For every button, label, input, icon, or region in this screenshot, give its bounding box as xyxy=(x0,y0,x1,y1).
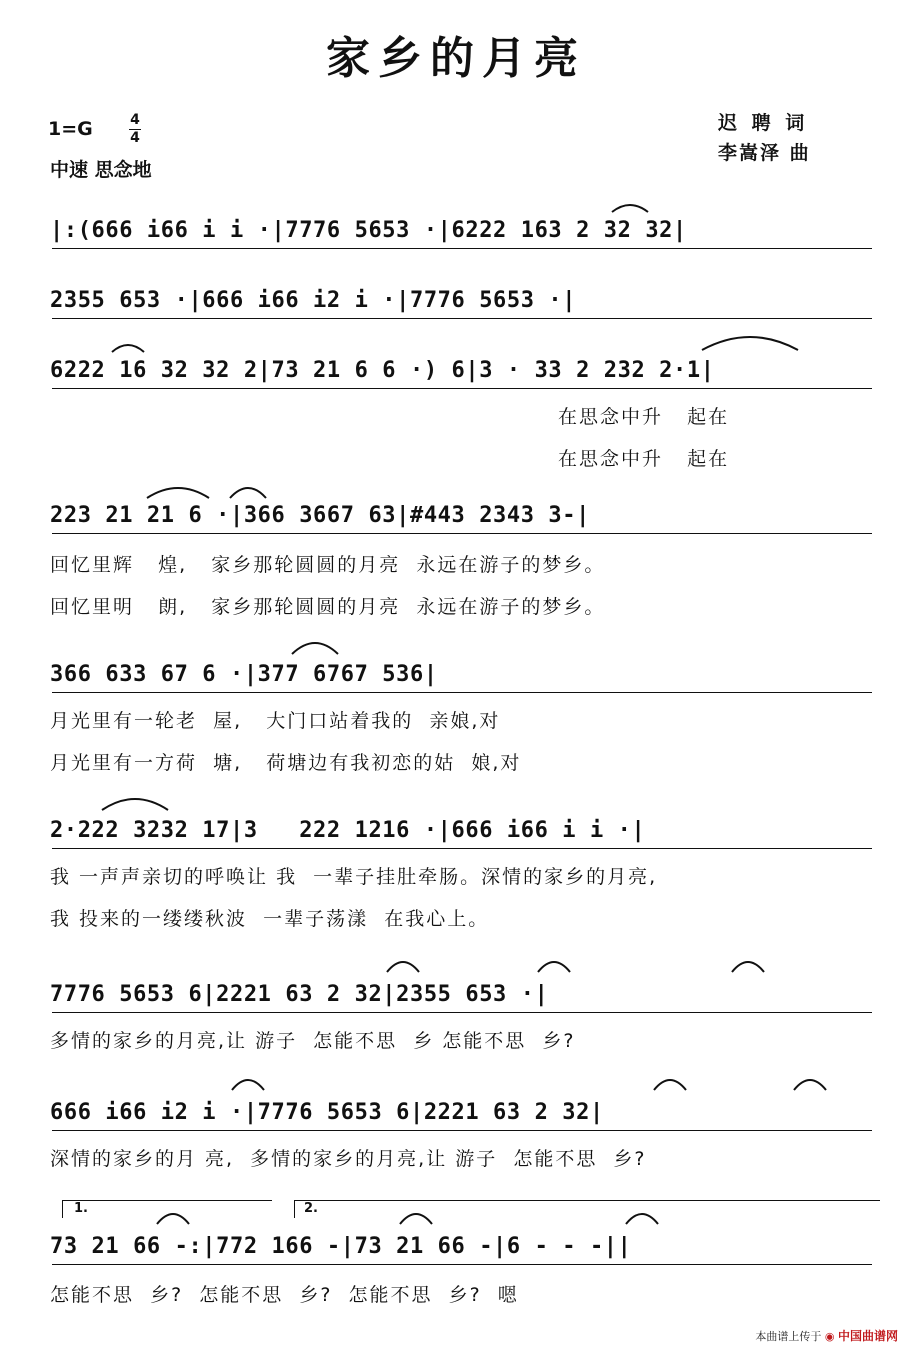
volta-first-label: 1. xyxy=(74,1201,88,1216)
lyrics-line: 多情的家乡的月亮,让 游子 怎能不思 乡 怎能不思 乡? xyxy=(50,1030,576,1052)
score-line-4: 223 21 21 6 ·|366 3667 63|#443 2343 3-| xyxy=(50,503,590,528)
lyrics-line: 回忆里明 朗, 家乡那轮圆圆的月亮 永远在游子的梦乡。 xyxy=(50,596,606,618)
slur-mark xyxy=(792,1074,828,1092)
volta-second-label: 2. xyxy=(304,1201,318,1216)
slur-mark xyxy=(624,1208,660,1226)
song-title: 家乡的月亮 xyxy=(326,33,586,84)
slur-mark xyxy=(230,1074,266,1092)
underline-beam xyxy=(52,318,872,319)
lyricist-credit: 迟 聘 词 xyxy=(718,112,809,134)
underline-beam xyxy=(52,848,872,849)
slur-mark xyxy=(536,956,572,974)
slur-mark xyxy=(155,1208,191,1226)
tempo-marking: 中速 思念地 xyxy=(50,159,152,181)
footer-brand[interactable]: 中国曲谱网 xyxy=(837,1329,898,1343)
underline-beam xyxy=(52,388,872,389)
triplet-slur xyxy=(100,792,170,812)
slur-mark xyxy=(652,1074,688,1092)
underline-beam xyxy=(52,692,872,693)
score-line-9: 73 21 66 -:|772 166 -|73 21 66 -|6 - - -|| xyxy=(50,1234,632,1259)
key-signature: 1=G xyxy=(48,118,93,140)
score-line-5: 366 633 67 6 ·|377 6767 536| xyxy=(50,662,438,687)
lyrics-line: 在思念中升 起在 xyxy=(558,448,730,470)
lyrics-line: 在思念中升 起在 xyxy=(558,406,730,428)
composer-credit: 李嵩泽 曲 xyxy=(718,142,811,164)
site-logo-icon: ◉ xyxy=(824,1330,835,1343)
score-line-2: 2355 653 ·|666 i66 i2 i ·|7776 5653 ·| xyxy=(50,288,577,313)
time-signature-bottom: 4 xyxy=(130,130,140,146)
time-signature xyxy=(128,112,142,147)
underline-beam xyxy=(52,248,872,249)
underline-beam xyxy=(52,533,872,534)
time-signature-top: 4 xyxy=(130,112,140,128)
lyrics-line: 回忆里辉 煌, 家乡那轮圆圆的月亮 永远在游子的梦乡。 xyxy=(50,554,606,576)
underline-beam xyxy=(52,1130,872,1131)
lyrics-line: 深情的家乡的月 亮, 多情的家乡的月亮,让 游子 怎能不思 乡? xyxy=(50,1148,647,1170)
slur-mark xyxy=(385,956,421,974)
lyrics-line: 怎能不思 乡? 怎能不思 乡? 怎能不思 乡? 嗯 xyxy=(50,1284,519,1306)
lyrics-line: 月光里有一方荷 塘, 荷塘边有我初恋的姑 娘,对 xyxy=(50,752,522,774)
footer-credit xyxy=(755,1327,898,1344)
slur-mark xyxy=(700,330,800,352)
lyrics-line: 我 投来的一缕缕秋波 一辈子荡漾 在我心上。 xyxy=(50,908,490,930)
score-line-8: 666 i66 i2 i ·|7776 5653 6|2221 63 2 32| xyxy=(50,1100,604,1125)
slur-mark xyxy=(398,1208,434,1226)
score-line-1: |:(666 i66 i i ·|7776 5653 ·|6222 163 2 32 32| xyxy=(50,218,687,243)
volta-bracket-first xyxy=(62,1200,272,1201)
underline-beam xyxy=(52,1012,872,1013)
slur-mark xyxy=(730,956,766,974)
lyrics-line: 我 一声声亲切的呼唤让 我 一辈子挂肚牵肠。深情的家乡的月亮, xyxy=(50,866,658,888)
slur-mark xyxy=(228,482,268,500)
footer-prefix: 本曲谱上传于 xyxy=(755,1330,822,1343)
lyrics-line: 月光里有一轮老 屋, 大门口站着我的 亲娘,对 xyxy=(50,710,501,732)
score-line-7: 7776 5653 6|2221 63 2 32|2355 653 ·| xyxy=(50,982,549,1007)
slur-mark xyxy=(145,482,211,500)
volta-bracket-second xyxy=(294,1200,880,1201)
score-line-6: 2·222 3232 17|3 222 1216 ·|666 i66 i i ·| xyxy=(50,818,646,843)
slur-mark xyxy=(290,636,340,656)
score-line-3: 6222 16 32 32 2|73 21 6 6 ·) 6|3 · 33 2 232 2·1| xyxy=(50,358,715,383)
underline-beam xyxy=(52,1264,872,1265)
slur-mark xyxy=(110,340,146,354)
slur-mark xyxy=(610,200,650,214)
